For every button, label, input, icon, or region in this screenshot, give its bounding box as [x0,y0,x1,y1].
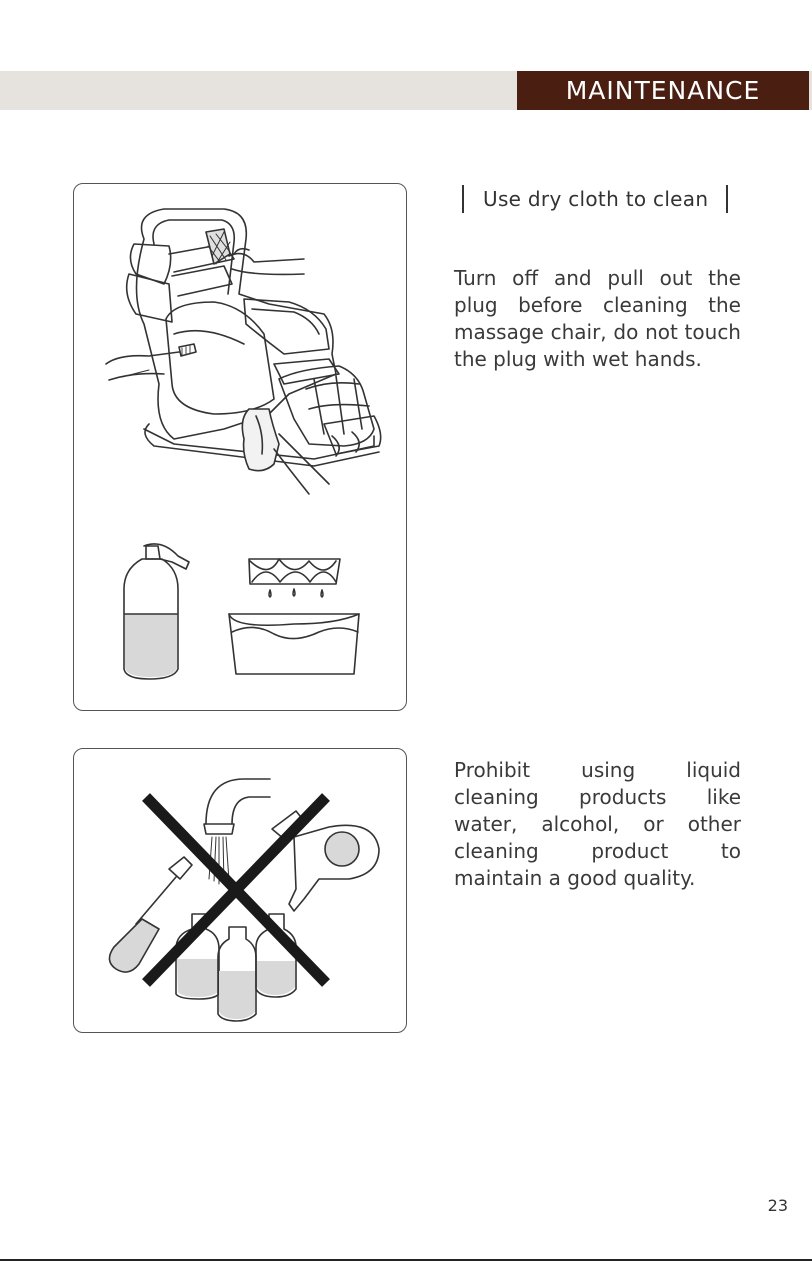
heading-bar-left [462,185,464,213]
section-heading [462,182,728,216]
footer-rule [0,1259,812,1261]
section-title: MAINTENANCE [517,71,809,110]
heading-text: Use dry cloth to clean [483,187,709,211]
massage-chair-cleaning-illustration [74,184,408,712]
spray-bottle-icon [124,544,189,679]
water-basin-icon [229,614,359,674]
cleaning-illustration-panel [73,183,407,711]
heading-bar-right [726,185,728,213]
prohibited-cleaners-panel [73,748,407,1033]
no-liquid-cleaners-icon [74,749,408,1034]
page-number: 23 [767,1196,788,1215]
wringing-cloth-icon [249,559,340,597]
prohibition-instructions: Prohibit using liquid cleaning products like water, alcohol, or other cleaning product to maintain a good quality. [454,758,741,890]
cleaning-instructions: Turn off and pull out the plug before cleaning the massage chair, do not touch the plug with wet hands. [454,266,741,371]
